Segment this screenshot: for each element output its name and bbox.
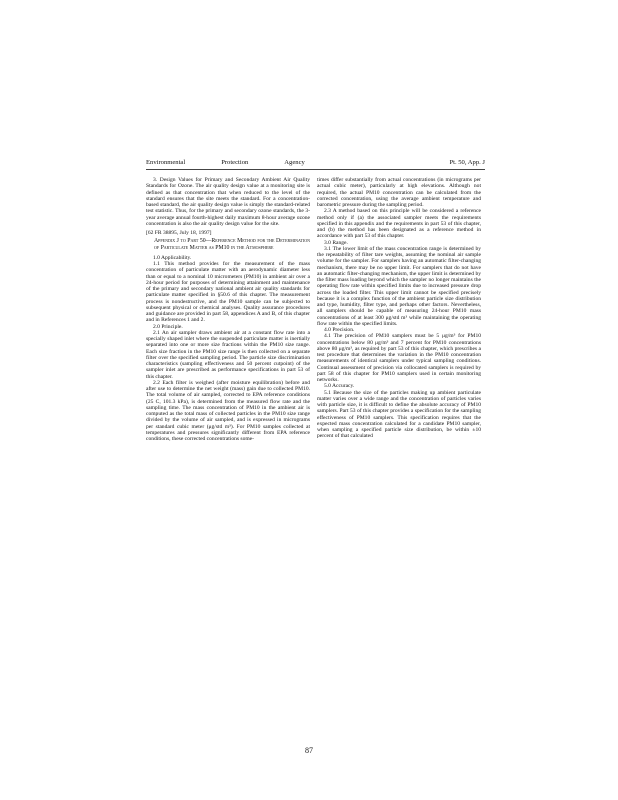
federal-register-citation: [62 FR 38895, July 18, 1997]	[146, 230, 212, 236]
paragraph-2-2-continued: times differ substantially from actual concentrations (in micrograms per actual cubic meter), particularly at high elevations. Although not required, the actual PM10 concentration can be calculated from the corrected concentration, using the average ambient temperature and barometric pressure during the sampling period.	[317, 177, 481, 208]
header-word: Environmental	[146, 159, 186, 166]
left-column	[146, 177, 310, 722]
section-heading-applicability: 1.0 Applicability.	[153, 254, 192, 261]
page-number: 87	[305, 746, 313, 755]
paragraph-ozone-design-values: 3. Design Values for Primary and Secondary Ambient Air Quality Standards for Ozone. The air quality design value at a monitoring site is defined as that concentration that when reduced to the level of the standard ensures that the site meets the standard. For a concentration-based standard, the air quality design value is simply the standard-related test statistic. Thus, for the primary and secondary ozone standards, the 3-year average annual fourth-highest daily maximum 8-hour average ozone concentration is also the air quality design value for the site.	[146, 177, 310, 227]
header-word: Agency	[284, 159, 305, 166]
paragraph-1-1: 1.1 This method provides for the measurement of the mass concentration of particulate matter with an aerodynamic diameter less than or equal to a nominal 10 micrometers (PM10) in ambient air over a 24-hour period for purposes of determining attainment and maintenance of the primary and secondary national ambient air quality standards for particulate matter specified in §50.6 of this chapter. The measurement process is nondestructive, and the PM10 sample can be subjected to subsequent physical or chemical analyses. Quality assurance procedures and guidance are provided in part 58, appendices A and B, of this chapter and in References 1 and 2.	[146, 261, 310, 324]
right-column	[317, 177, 481, 722]
paragraph-5-1: 5.1 Because the size of the particles making up ambient particulate matter varies over a wide range and the concentration of particles varies with particle size, it is difficult to define the absolute accuracy of PM10 samplers. Part 53 of this chapter provides a specification for the sampling effectiveness of PM10 samplers. This specification requires that the expected mass concentration calculated for a candidate PM10 sampler, when sampling a specified particle size distribution, be within ±10 percent of that calculated	[317, 389, 481, 440]
section-heading-principle: 2.0 Principle.	[153, 323, 183, 330]
paragraph-2-3: 2.3 A method based on this principle will be considered a reference method only if (a) the associated sampler meets the requirements specified in this appendix and the requirements in part 53 of this chapter, and (b) the method has been designated as a reference method in accordance with part 53 of this chapter.	[317, 208, 481, 240]
paragraph-3-1: 3.1 The lower limit of the mass concentration range is determined by the repeatability of filter tare weights, assuming the nominal air sample volume for the sampler. For samplers having an automatic filter-changing mechanism, there may be no upper limit. For samplers that do not have an automatic filter-changing mechanism, the upper limit is determined by the filter mass loading beyond which the sampler no longer maintains the operating flow rate within specified limits due to increased pressure drop across the loaded filter. This upper limit cannot be specified precisely because it is a complex function of the ambient particle size distribution and type, humidity, filter type, and perhaps other factors. Nevertheless, all samplers should be capable of measuring 24-hour PM10 mass concentrations of at least 300 μg/std m³ while maintaining the operating flow rate within the specified limits.	[317, 245, 481, 327]
paragraph-4-1: 4.1 The precision of PM10 samplers must be 5 μg/m³ for PM10 concentrations below 80 μg/m³ and 7 percent for PM10 concentrations above 80 μg/m³, as required by part 53 of this chapter, which prescribes a test procedure that determines the variation in the PM10 concentration measurements of identical samplers under typical sampling conditions. Continual assessment of precision via collocated samplers is required by part 58 of this chapter for PM10 samplers used in certain monitoring networks.	[317, 333, 481, 383]
header-agency	[146, 159, 341, 167]
section-heading-precision: 4.0 Precision.	[324, 327, 355, 333]
header-section: Pt. 50, App. J	[449, 159, 485, 166]
paragraph-2-1: 2.1 An air sampler draws ambient air at a constant flow rate into a specially shaped inlet where the suspended particulate matter is inertially separated into one or more size fractions within the PM10 size range. Each size fraction in the PM10 size range is then collected on a separate filter over the specified sampling period. The particle size discrimination characteristics (sampling effectiveness and 50 percent cutpoint) of the sampler inlet are prescribed as performance specifications in part 53 of this chapter.	[146, 329, 310, 380]
header-word: Protection	[221, 159, 249, 166]
paragraph-2-2: 2.2 Each filter is weighed (after moisture equilibration) before and after use to determine the net weight (mass) gain due to collected PM10. The total volume of air sampled, corrected to EPA reference conditions (25 C, 101.3 kPa), is determined from the measured flow rate and the sampling time. The mass concentration of PM10 in the ambient air is computed as the total mass of collected particles in the PM10 size range divided by the volume of air sampled, and is expressed in micrograms per standard cubic meter (μg/std m³). For PM10 samples collected at temperatures and pressures significantly different from EPA reference conditions, these corrected concentrations some-	[146, 379, 310, 443]
section-heading-accuracy: 5.0 Accuracy.	[324, 383, 355, 390]
section-heading-range: 3.0 Range.	[324, 239, 348, 246]
header-rule	[146, 169, 485, 170]
appendix-title: Appendix J to Part 50—Reference Method for the Determination of Particulate Matter as PM10 in the Atmosphere	[154, 238, 310, 252]
